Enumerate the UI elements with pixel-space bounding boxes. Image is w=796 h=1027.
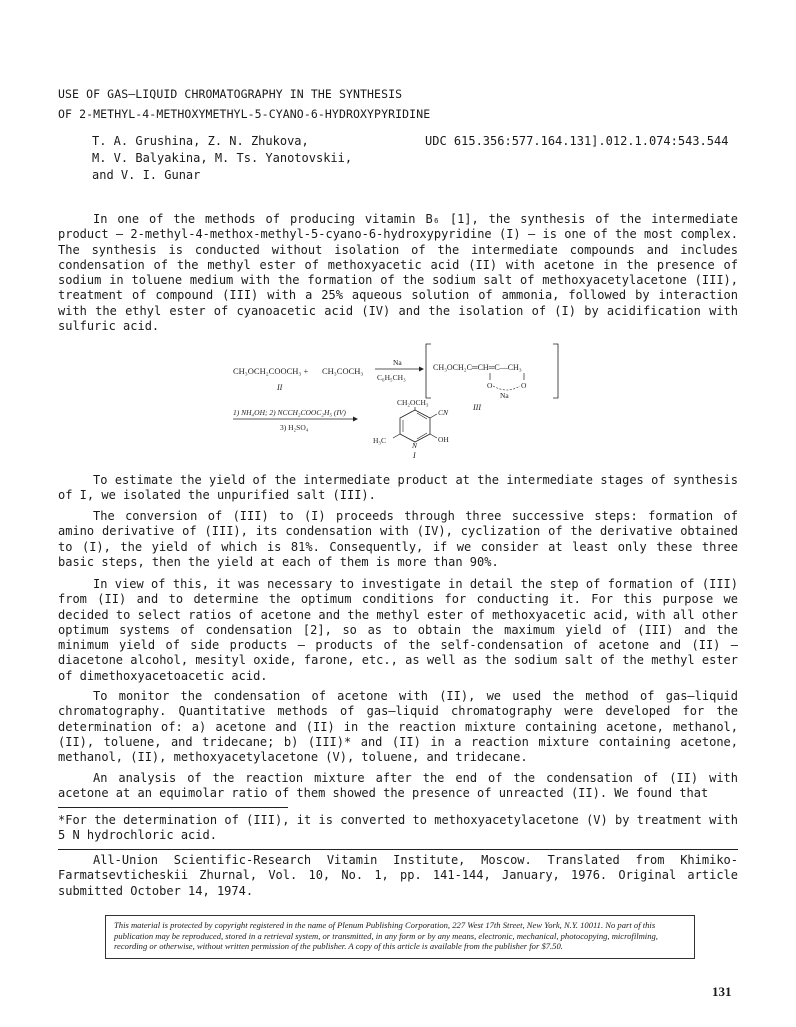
scheme-label-i: I — [413, 451, 416, 460]
article-title — [58, 84, 430, 124]
scheme-salt-o1: O — [487, 381, 493, 390]
udc-code: UDC 615.356:577.164.131].012.1.074:543.544 — [425, 134, 729, 148]
scheme-prod-ch2och3: CH₂OCH₃ — [397, 398, 429, 407]
scheme-pyridine-ring — [400, 410, 430, 442]
title-line-2: OF 2-METHYL-4-METHOXYMETHYL-5-CYANO-6-HYDROXYPYRIDINE — [58, 107, 431, 121]
scheme-step-reagents: 1) NH₄OH; 2) NCCH₂COOC₂H₅ (IV) — [233, 408, 346, 417]
scheme-chelate-arc — [493, 386, 520, 390]
scheme-label-iii: III — [473, 403, 481, 412]
scheme-prod-h3c: H₃C — [373, 436, 387, 445]
scheme-arrowhead-2 — [353, 417, 358, 422]
page-number: 131 — [712, 984, 732, 999]
scheme-salt-na: Na — [500, 391, 509, 400]
copyright-notice-text: This material is protected by copyright registered in the name of Plenum Publishing Corporation, 227 West 17th Street, New York, N.Y. 10011. No part of this publication may be reproduced, stored in a retrieval system, or transmitted, in any form or by any means, electronic, mechanical, photocopying, microfilming, recording or otherwise, without written permission of the publisher. A copy of this article is available from the publisher for $7.50. — [114, 920, 658, 951]
scheme-label-ii: II — [277, 383, 283, 392]
scheme-reactant-2: CH₃COCH₃ — [322, 366, 364, 376]
scheme-salt-chain: CH₃OCH₂C═CH═C—CH₃ — [433, 363, 522, 372]
authors-line-3: and V. I. Gunar — [92, 168, 201, 182]
scheme-reagent-na: Na — [393, 358, 402, 367]
affiliation-note: All-Union Scientific-Research Vitamin Institute, Moscow. Translated from Khimiko-Farmatsevticheskii Zhurnal, Vol. 10, No. 1, pp. 141-144, January, 1976. Original article submitted October 14, 1974. — [58, 853, 738, 898]
authors-line-1: T. A. Grushina, Z. N. Zhukova, — [92, 134, 309, 148]
paragraph-yield-estimate: To estimate the yield of the intermediate product at the intermediate stages of synthesis of I, we isolated the unpurified salt (III). — [58, 473, 738, 503]
reaction-scheme — [225, 340, 565, 460]
scheme-reactant-1: CH₃OCH₂COOCH₃ + — [233, 366, 309, 376]
scheme-arrowhead-1 — [419, 367, 424, 372]
scheme-prod-cn: CN — [438, 408, 449, 417]
scheme-bracket-right — [553, 344, 558, 398]
paragraph-conversion-steps: The conversion of (III) to (I) proceeds through three successive steps: formation of amino derivative of (III), its condensation with (IV), cyclization of the derivative obtained to (I), the yield of which is 81%. Consequently, if we consider at least only these three basic steps, then the yield at each of them is more than 90%. — [58, 509, 738, 569]
scheme-salt-o2: O — [521, 381, 527, 390]
scheme-step-acid: 3) H₂SO₄ — [280, 423, 309, 432]
paragraph-analysis: An analysis of the reaction mixture after the end of the condensation of (II) with acetone at an equimolar ratio of them showed the presence of unreacted (II). We found that — [58, 771, 738, 801]
scheme-prod-n: N — [412, 441, 418, 450]
scheme-reagent-toluene: C₆H₅CH₃ — [377, 373, 406, 382]
authors-line-2: M. V. Balyakina, M. Ts. Yanotovskii, — [92, 151, 353, 165]
footnote-divider — [58, 807, 288, 808]
scheme-bracket-left — [426, 344, 431, 398]
paragraph-glc-methods: To monitor the condensation of acetone with (II), we used the method of gas—liquid chromatography. Quantitative methods of gas—liquid chromatography were developed for the determination of: a) acetone and (II) in the reaction mixture containing acetone, methanol, (II), toluene, and tridecane; b) (III)* and (II) in a reaction mixture containing acetone, methanol, (II), methoxyacetylacetone (V), toluene, and tridecane. — [58, 689, 738, 765]
paragraph-optimization: In view of this, it was necessary to investigate in detail the step of formation of (III) from (II) and to determine the optimum conditions for conducting it. For this purpose we decided to select ratios of acetone and the methyl ester of methoxyacetic acid, with all other optimum systems of condensation [2], so as to obtain the maximum yield of (III) and the minimum yield of side products — products of the self-condensation of acetone and (II) — diacetone alcohol, mesityl oxide, farone, etc., as well as the sodium salt of the methyl ester of dimethoxyacetoacetic acid. — [58, 577, 738, 683]
affiliation-divider — [58, 849, 738, 850]
footnote: *For the determination of (III), it is converted to methoxyacetylacetone (V) by treatment with 5 N hydrochloric acid. — [58, 813, 738, 843]
scheme-bond-ch3 — [393, 434, 400, 438]
scheme-bond-cn — [430, 414, 437, 418]
title-line-1: USE OF GAS—LIQUID CHROMATOGRAPHY IN THE SYNTHESIS — [58, 87, 403, 101]
scheme-prod-oh: OH — [438, 435, 449, 444]
paragraph-intro: In one of the methods of producing vitamin B₆ [1], the synthesis of the intermediate product — 2-methyl-4-methox-methyl-5-cyano-6-hydroxypyridine (I) — is one of the most complex. The synthesis is conducted without isolation of the intermediate compounds and includes condensation of the methyl ester of methoxyacetic acid (II) with acetone in the presence of sodium in toluene medium with the formation of the sodium salt of methoxyacetylacetone (III), treatment of compound (III) with a 25% aqueous solution of ammonia, followed by interaction with the ethyl ester of cyanoacetic acid (IV) and the isolation of (I) by acidification with sulfuric acid. — [58, 212, 738, 334]
author-list — [92, 133, 352, 184]
copyright-notice-box — [105, 915, 695, 959]
scheme-bond-oh — [430, 434, 437, 438]
